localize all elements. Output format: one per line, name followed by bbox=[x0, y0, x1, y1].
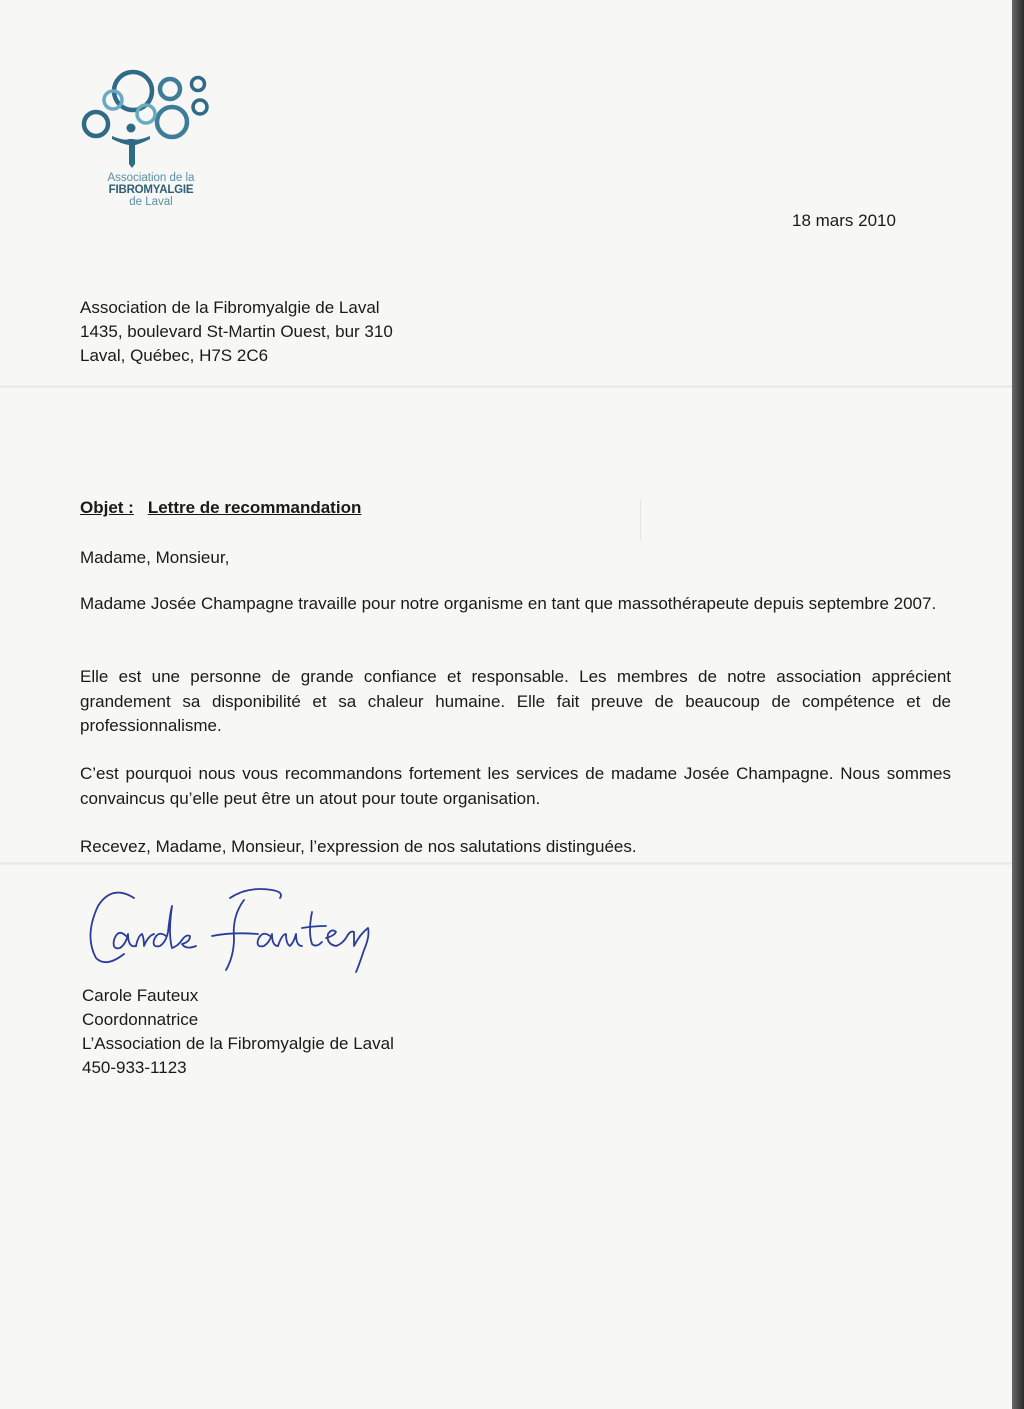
recipient-name: Association de la Fibromyalgie de Laval bbox=[80, 298, 380, 317]
logo-line-1: Association de la bbox=[107, 172, 195, 184]
body-paragraph: Madame Josée Champagne travaille pour notre organisme en tant que massothérapeute depuis septembre 2007. bbox=[80, 594, 937, 613]
body-paragraph: Elle est une personne de grande confiance et responsable. Les membres de notre association apprécient grandement sa disponibilité et sa chaleur humaine. Elle fait preuve de beaucoup de compétence et de professionnalisme. bbox=[80, 667, 951, 735]
logo-line-3: de Laval bbox=[129, 196, 173, 208]
association-logo bbox=[76, 62, 216, 216]
salutation: Madame, Monsieur, bbox=[80, 548, 230, 567]
signer-organization: L’Association de la Fibromyalgie de Laval bbox=[82, 1034, 394, 1053]
scan-edge bbox=[1012, 0, 1024, 1409]
logo-tree-icon bbox=[76, 62, 216, 172]
paper-fold bbox=[0, 862, 1012, 865]
body-paragraph: C’est pourquoi nous vous recommandons fortement les services de madame Josée Champagne. Nous sommes convaincus qu’elle peut être un atout pour toute organisation. bbox=[80, 764, 951, 808]
logo-line-2: FIBROMYALGIE bbox=[108, 184, 194, 196]
signer-name: Carole Fauteux bbox=[82, 986, 199, 1005]
handwritten-signature bbox=[82, 876, 412, 976]
logo-wordmark bbox=[76, 172, 226, 208]
closing-formula: Recevez, Madame, Monsieur, l’expression de nos salutations distinguées. bbox=[80, 837, 637, 856]
subject-text: Lettre de recommandation bbox=[147, 498, 362, 517]
subject-line bbox=[80, 498, 361, 518]
signer-title: Coordonnatrice bbox=[82, 1010, 199, 1029]
paper-fold bbox=[0, 385, 1012, 388]
signer-block bbox=[82, 984, 394, 1080]
paper-crease-mark bbox=[640, 500, 641, 540]
subject-label: Objet : bbox=[80, 498, 134, 517]
recipient-address bbox=[80, 296, 393, 368]
recipient-city: Laval, Québec, H7S 2C6 bbox=[80, 346, 269, 365]
recipient-street: 1435, boulevard St-Martin Ouest, bur 310 bbox=[80, 322, 393, 341]
signer-phone: 450-933-1123 bbox=[82, 1058, 187, 1077]
letter-date: 18 mars 2010 bbox=[792, 211, 896, 230]
